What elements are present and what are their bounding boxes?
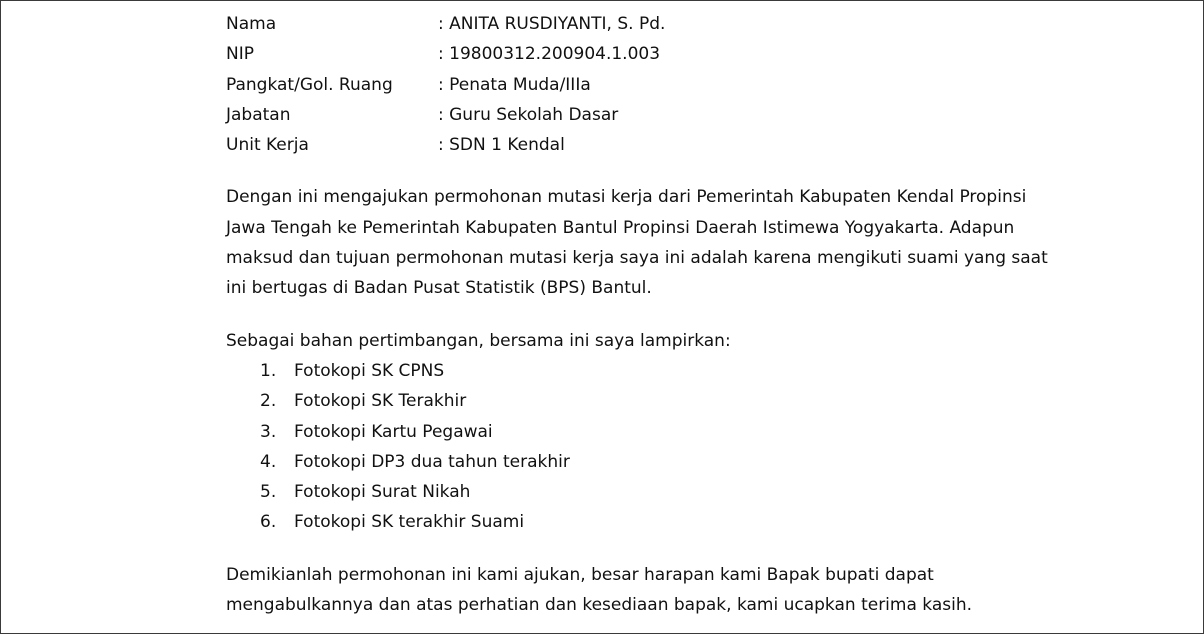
identity-row-nama [226, 9, 1076, 39]
list-item-number: 1. [260, 360, 277, 381]
paragraph-line: Demikianlah permohonan ini kami ajukan, besar harapan kami Bapak bupati dapat [226, 564, 934, 585]
identity-row-jabatan [226, 100, 1076, 130]
spacer [226, 160, 1076, 182]
paragraph-line: Jawa Tengah ke Pemerintah Kabupaten Bantul Propinsi Daerah Istimewa Yogyakarta. Adapun [226, 217, 1015, 238]
list-item-text: Fotokopi SK terakhir Suami [294, 512, 525, 533]
identity-row-unit-kerja [226, 130, 1076, 160]
list-item [226, 477, 1076, 507]
attachments-intro: Sebagai bahan pertimbangan, bersama ini saya lampirkan: [226, 330, 731, 351]
paragraph-line: maksud dan tujuan permohonan mutasi kerja saya ini adalah karena mengikuti suami yang saat [226, 248, 1048, 269]
list-item [226, 356, 1076, 386]
paragraph-line: mengabulkannya dan atas perhatian dan kesediaan bapak, kami ucapkan terima kasih. [226, 595, 973, 616]
paragraph-line: ini bertugas di Badan Pusat Statistik (BPS) Bantul. [226, 278, 652, 299]
paragraph-line: Dengan ini mengajukan permohonan mutasi kerja dari Pemerintah Kabupaten Kendal Propinsi [226, 187, 1027, 208]
identity-row-pangkat [226, 70, 1076, 100]
spacer [226, 538, 1076, 560]
spacer [226, 304, 1076, 326]
identity-value: : 19800312.200904.1.003 [438, 44, 661, 65]
identity-value: : Guru Sekolah Dasar [438, 104, 619, 125]
identity-value: : SDN 1 Kendal [438, 135, 565, 156]
list-item [226, 507, 1076, 537]
request-paragraph [226, 182, 1076, 303]
closing-paragraph [226, 560, 1076, 621]
list-item-number: 5. [260, 482, 277, 503]
identity-value: : ANITA RUSDIYANTI, S. Pd. [438, 14, 666, 34]
list-item-number: 2. [260, 391, 277, 412]
attachment-list [226, 356, 1076, 538]
identity-label: Unit Kerja [226, 135, 309, 156]
identity-label: Pangkat/Gol. Ruang [226, 74, 393, 95]
letter-body [226, 9, 1076, 620]
list-item-text: Fotokopi SK CPNS [294, 360, 445, 381]
identity-label: NIP [226, 44, 254, 65]
list-item-number: 3. [260, 421, 277, 442]
list-item [226, 386, 1076, 416]
list-item-text: Fotokopi Surat Nikah [294, 482, 471, 503]
list-item-text: Fotokopi DP3 dua tahun terakhir [294, 451, 570, 472]
list-item-number: 6. [260, 512, 277, 533]
identity-label: Nama [226, 14, 277, 34]
list-item-number: 4. [260, 451, 277, 472]
identity-row-nip [226, 39, 1076, 69]
list-item [226, 447, 1076, 477]
list-item-text: Fotokopi Kartu Pegawai [294, 421, 493, 442]
list-item [226, 417, 1076, 447]
identity-block [226, 9, 1076, 160]
list-item-text: Fotokopi SK Terakhir [294, 391, 467, 412]
identity-value: : Penata Muda/IIIa [438, 74, 591, 95]
identity-label: Jabatan [226, 104, 291, 125]
